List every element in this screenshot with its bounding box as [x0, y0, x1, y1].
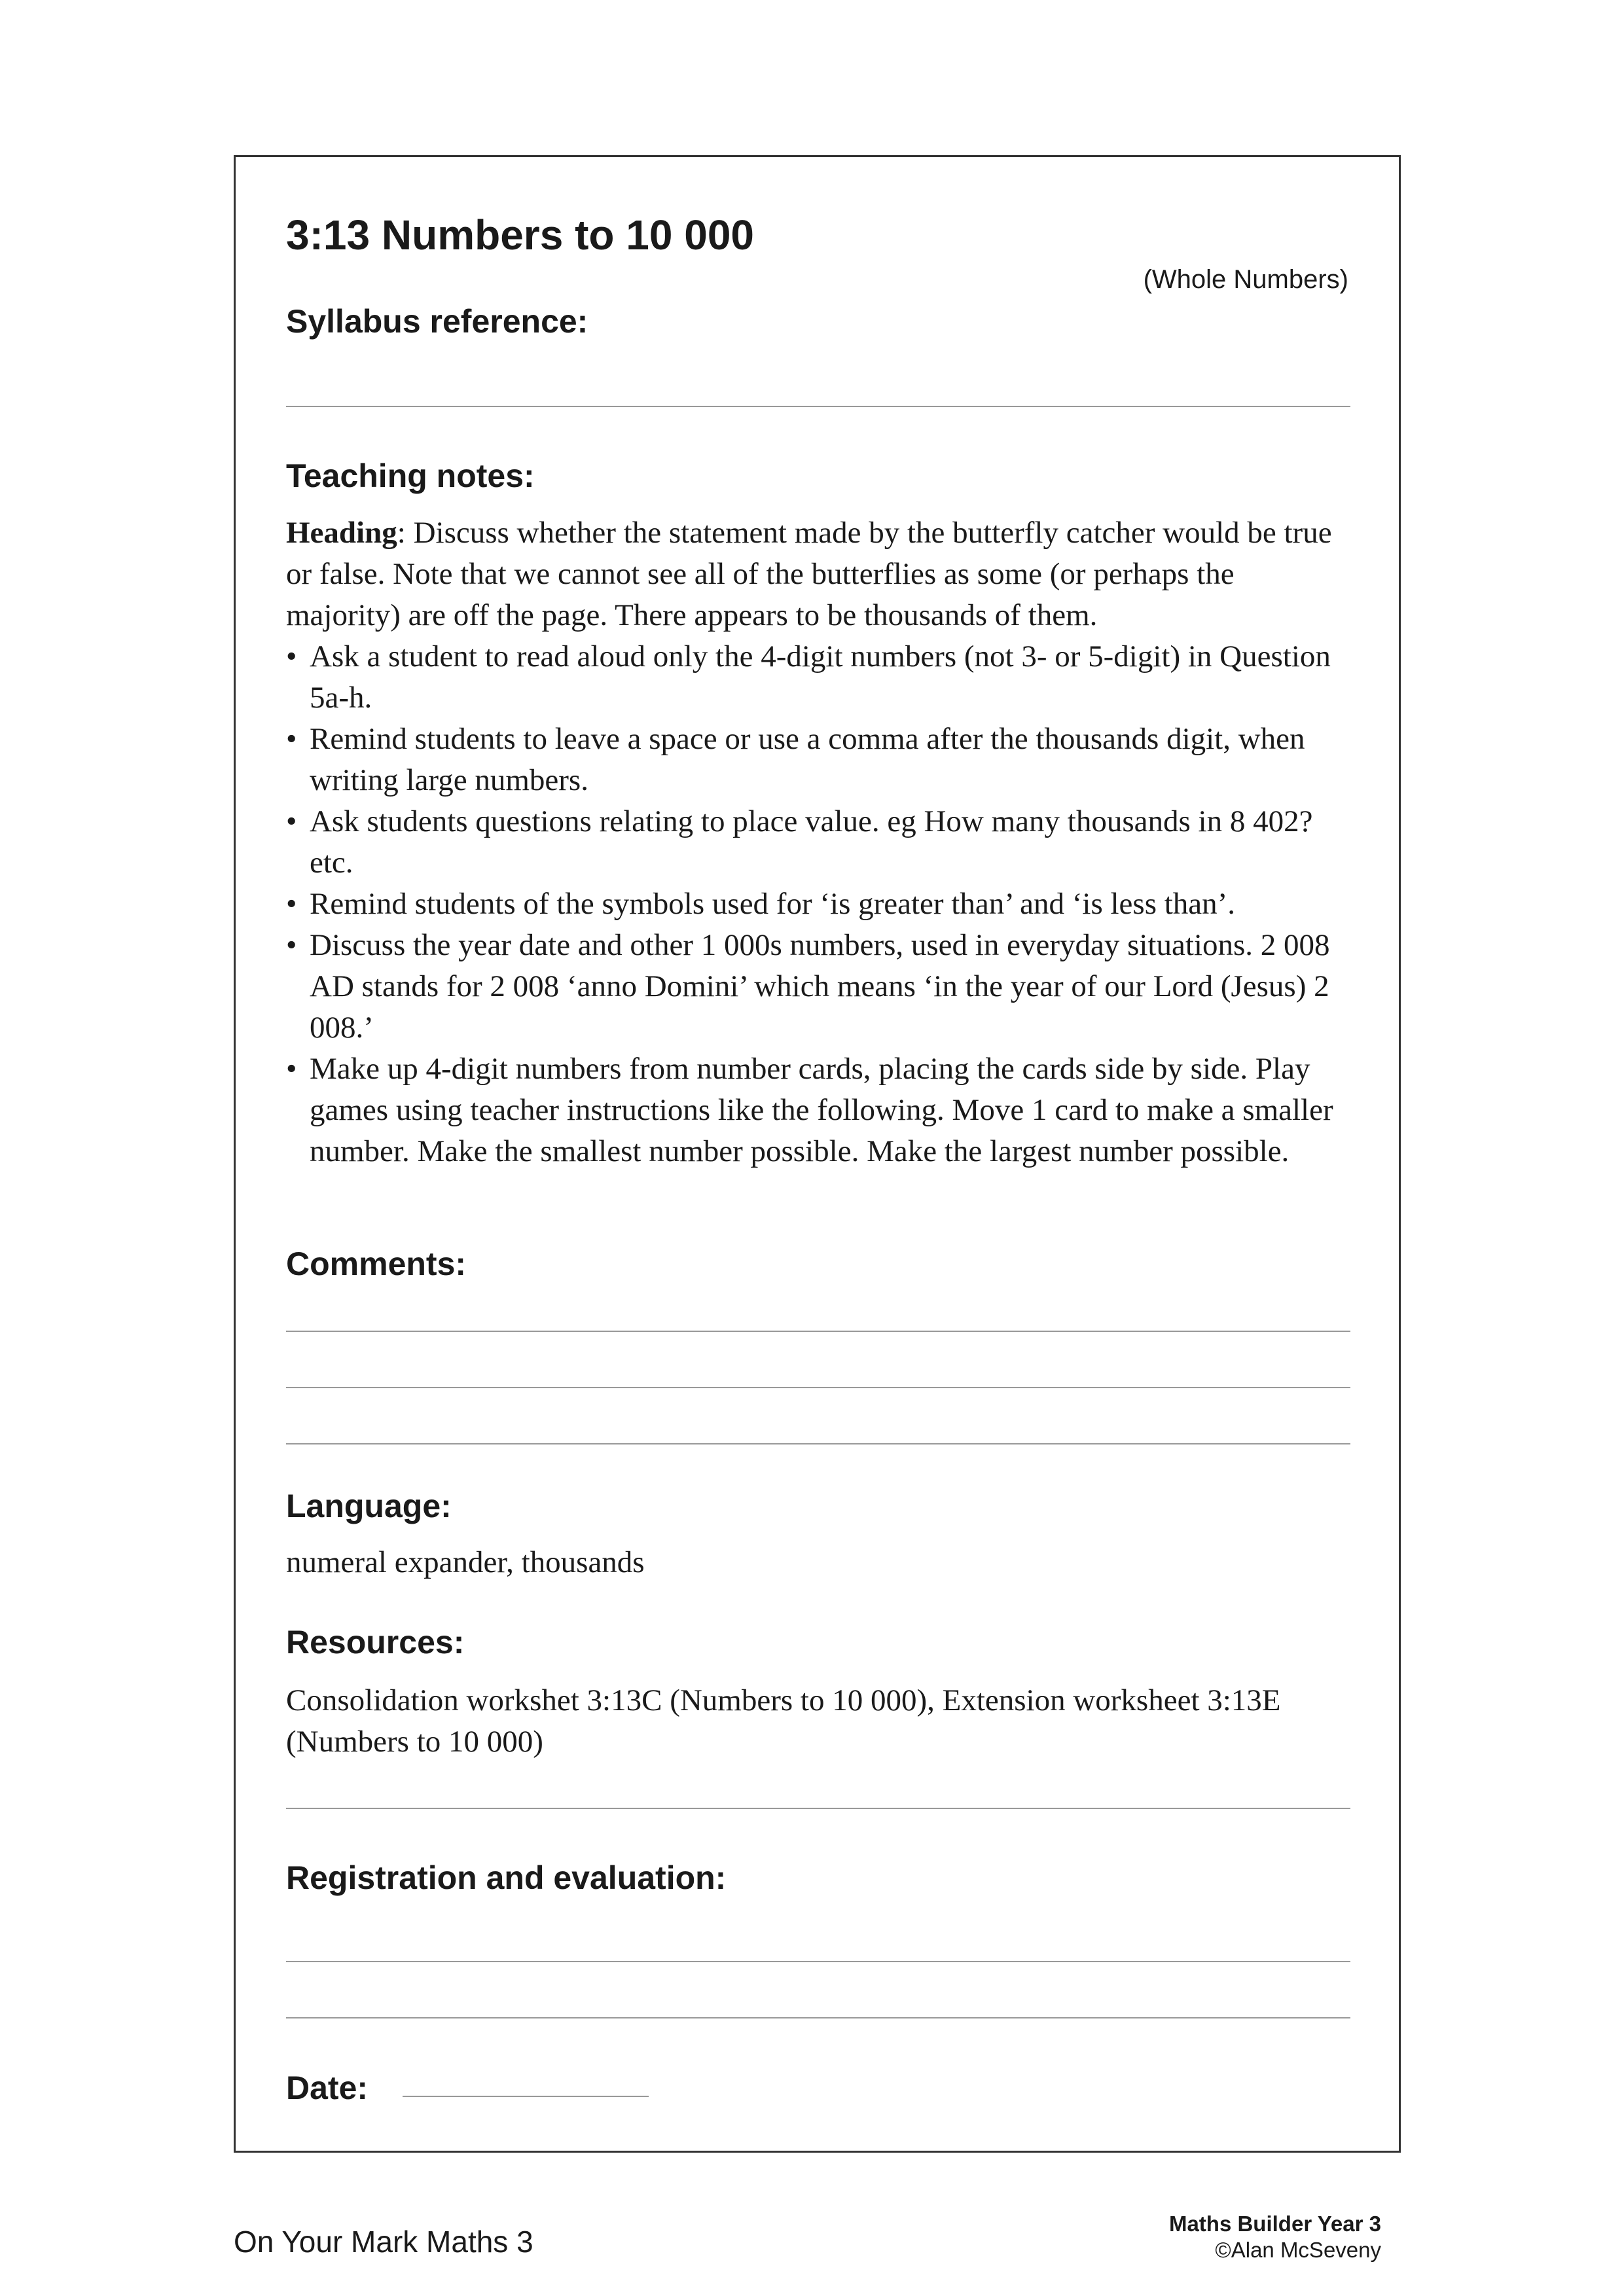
list-item [286, 719, 1350, 801]
bullet-icon: • [286, 804, 297, 838]
registration-rule-2 [286, 2017, 1350, 2018]
list-item [286, 1049, 1350, 1172]
date-heading: Date: [286, 2070, 369, 2106]
teaching-notes-list [286, 636, 1350, 1172]
resources-heading: Resources: [286, 1624, 465, 1660]
teaching-notes-heading: Teaching notes: [286, 457, 535, 494]
syllabus-rule [286, 406, 1350, 407]
list-item [286, 636, 1350, 719]
list-item [286, 925, 1350, 1049]
list-item-text: Ask students questions relating to place value. eg How many thousands in 8 402? etc. [310, 804, 1313, 880]
language-text: numeral expander, thousands [286, 1545, 645, 1579]
list-item-text: Discuss the year date and other 1 000s numbers, used in everyday situations. 2 008 AD stands for 2 008 ‘anno Domini’ which means ‘in the year of our Lord (Jesus) 2 008.’ [310, 928, 1330, 1045]
bullet-icon: • [286, 639, 297, 673]
list-item-text: Remind students to leave a space or use a comma after the thousands digit, when writing large numbers. [310, 722, 1305, 797]
registration-heading: Registration and evaluation: [286, 1859, 727, 1896]
heading-note [286, 512, 1350, 636]
topic-subtitle: (Whole Numbers) [1143, 265, 1348, 294]
footer-copyright: ©Alan McSeveny [1215, 2238, 1381, 2262]
heading-note-text: : Discuss whether the statement made by the butterfly catcher would be true or false. Note that we cannot see all of the butterflies as some (or perhaps the majority) are off the page. There appears to be thousands of them. [286, 516, 1332, 632]
comments-rule-3 [286, 1443, 1350, 1444]
comments-heading: Comments: [286, 1246, 467, 1282]
syllabus-heading: Syllabus reference: [286, 303, 588, 340]
footer-series-title: On Your Mark Maths 3 [234, 2225, 533, 2259]
list-item-text: Remind students of the symbols used for ‘is greater than’ and ‘is less than’. [310, 887, 1236, 921]
list-item [286, 801, 1350, 884]
list-item-text: Ask a student to read aloud only the 4-digit numbers (not 3- or 5-digit) in Question 5a-h. [310, 639, 1331, 715]
date-line [403, 2096, 649, 2097]
resources-text: Consolidation workshet 3:13C (Numbers to 10 000), Extension worksheet 3:13E (Numbers to 10 000) [286, 1683, 1281, 1759]
bullet-icon: • [286, 928, 297, 962]
comments-rule-2 [286, 1387, 1350, 1388]
comments-rule-1 [286, 1331, 1350, 1332]
footer-credit [1074, 2211, 1381, 2263]
registration-rule-1 [286, 1961, 1350, 1962]
bullet-icon: • [286, 722, 297, 756]
list-item [286, 884, 1350, 925]
footer-book-title: Maths Builder Year 3 [1168, 2212, 1381, 2236]
heading-note-label: Heading [286, 516, 397, 550]
page-title: 3:13 Numbers to 10 000 [286, 211, 754, 259]
list-item-text: Make up 4-digit numbers from number cards, placing the cards side by side. Play games using teacher instructions like the following. Move 1 card to make a smaller number. Make the smallest number possible. Make the largest number possible. [310, 1052, 1333, 1168]
teaching-notes-body [286, 512, 1350, 1172]
bullet-icon: • [286, 887, 297, 921]
language-heading: Language: [286, 1488, 452, 1524]
resources-rule [286, 1808, 1350, 1809]
bullet-icon: • [286, 1052, 297, 1086]
